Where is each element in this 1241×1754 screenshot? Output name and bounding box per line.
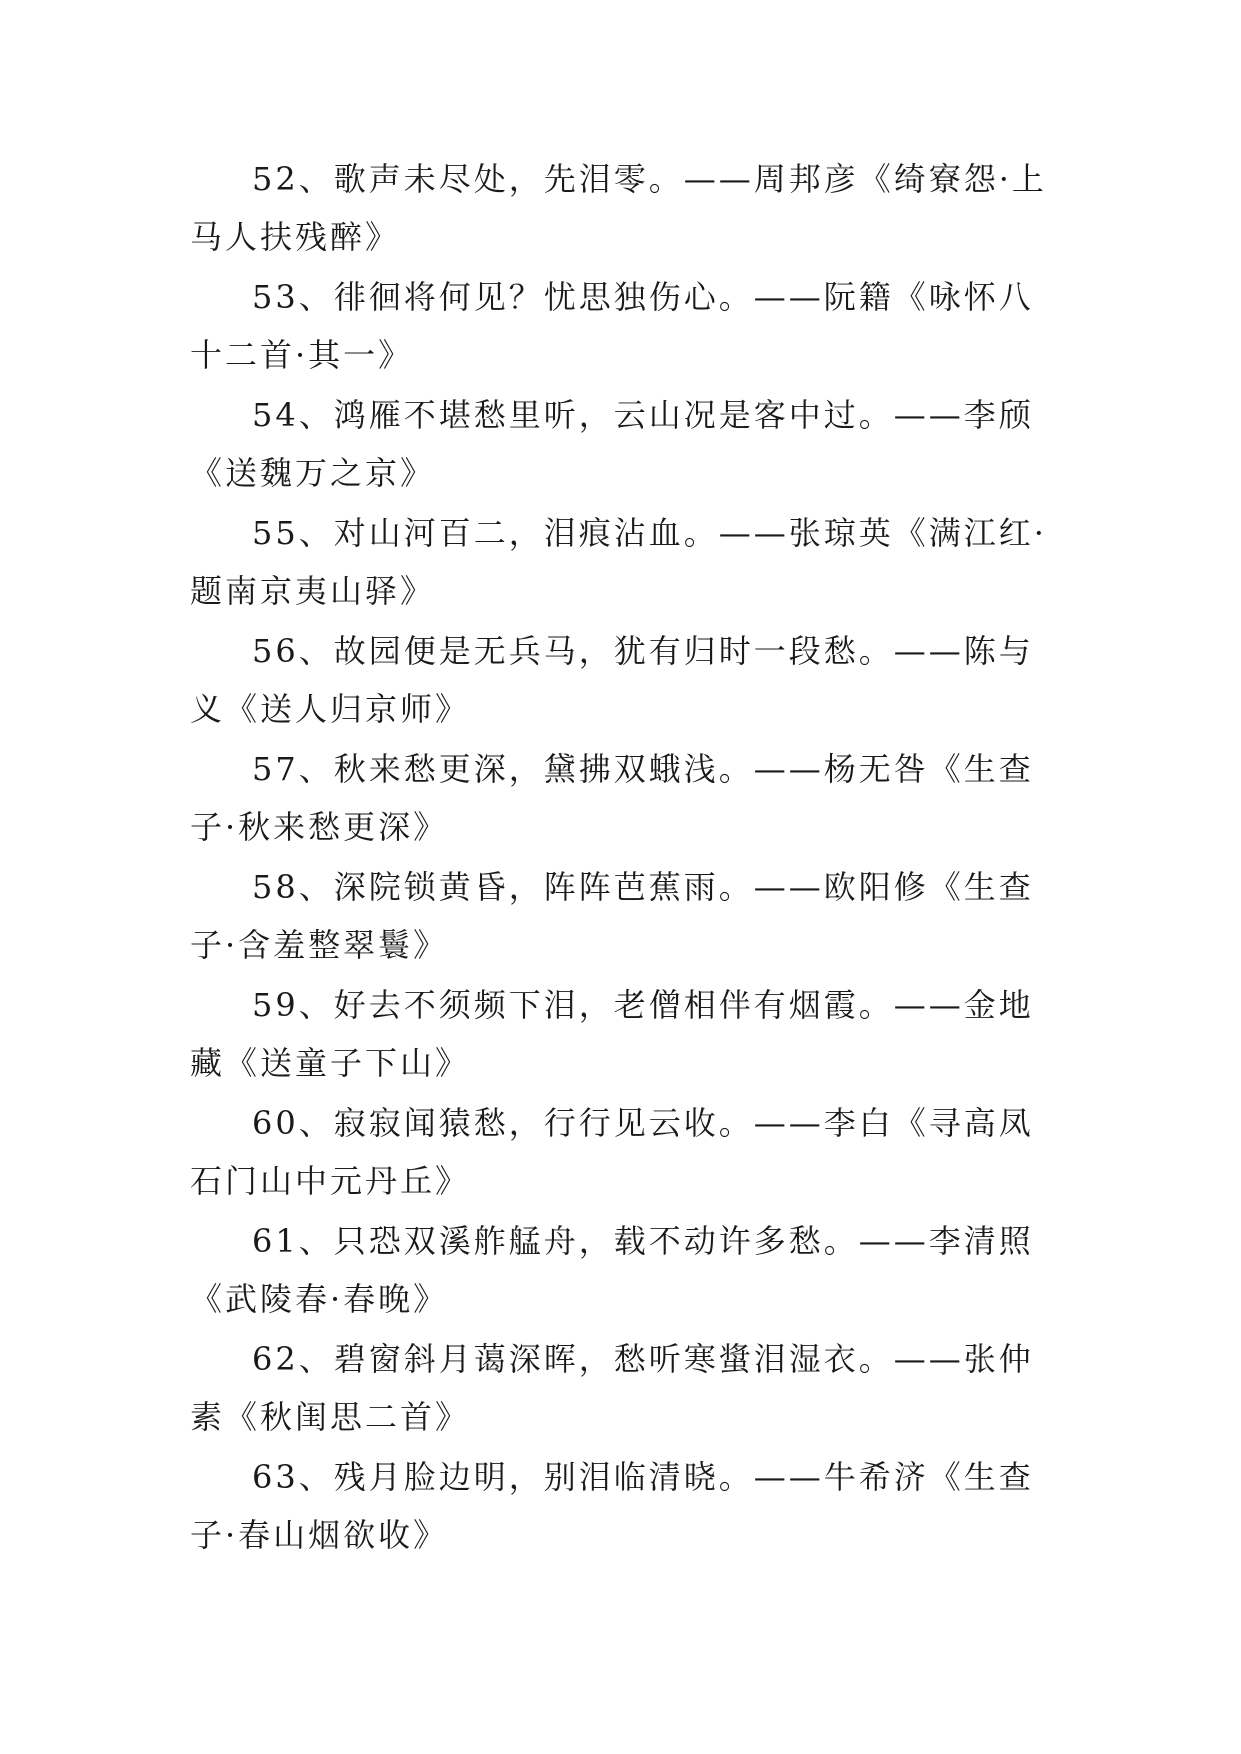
quote-entry-56: 56、故园便是无兵马，犹有归时一段愁。——陈与义《送人归京师》	[190, 632, 1034, 728]
quote-entry-52: 52、歌声未尽处，先泪零。——周邦彦《绮寮怨·上马人扶残醉》	[190, 160, 1047, 256]
quote-entry-54: 54、鸿雁不堪愁里听，云山况是客中过。——李颀《送魏万之京》	[190, 396, 1034, 492]
quote-entry-55: 55、对山河百二，泪痕沾血。——张琼英《满江红·题南京夷山驿》	[190, 514, 1047, 610]
quote-entry-59: 59、好去不须频下泪，老僧相伴有烟霞。——金地藏《送童子下山》	[190, 986, 1034, 1082]
quote-entry-62: 62、碧窗斜月蔼深晖，愁听寒螀泪湿衣。——张仲素《秋闺思二首》	[190, 1340, 1034, 1436]
quote-entry-60: 60、寂寂闻猿愁，行行见云收。——李白《寻高凤石门山中元丹丘》	[190, 1104, 1034, 1200]
quote-entry-61: 61、只恐双溪舴艋舟，载不动许多愁。——李清照《武陵春·春晚》	[190, 1222, 1034, 1318]
poem-quote-list	[190, 150, 1060, 1566]
quote-entry-63: 63、残月脸边明，别泪临清晓。——牛希济《生查子·春山烟欲收》	[190, 1458, 1034, 1554]
quote-entry-58: 58、深院锁黄昏，阵阵芭蕉雨。——欧阳修《生查子·含羞整翠鬟》	[190, 868, 1034, 964]
quote-entry-53: 53、徘徊将何见？忧思独伤心。——阮籍《咏怀八十二首·其一》	[190, 278, 1034, 374]
quote-entry-57: 57、秋来愁更深，黛拂双蛾浅。——杨无咎《生查子·秋来愁更深》	[190, 750, 1034, 846]
